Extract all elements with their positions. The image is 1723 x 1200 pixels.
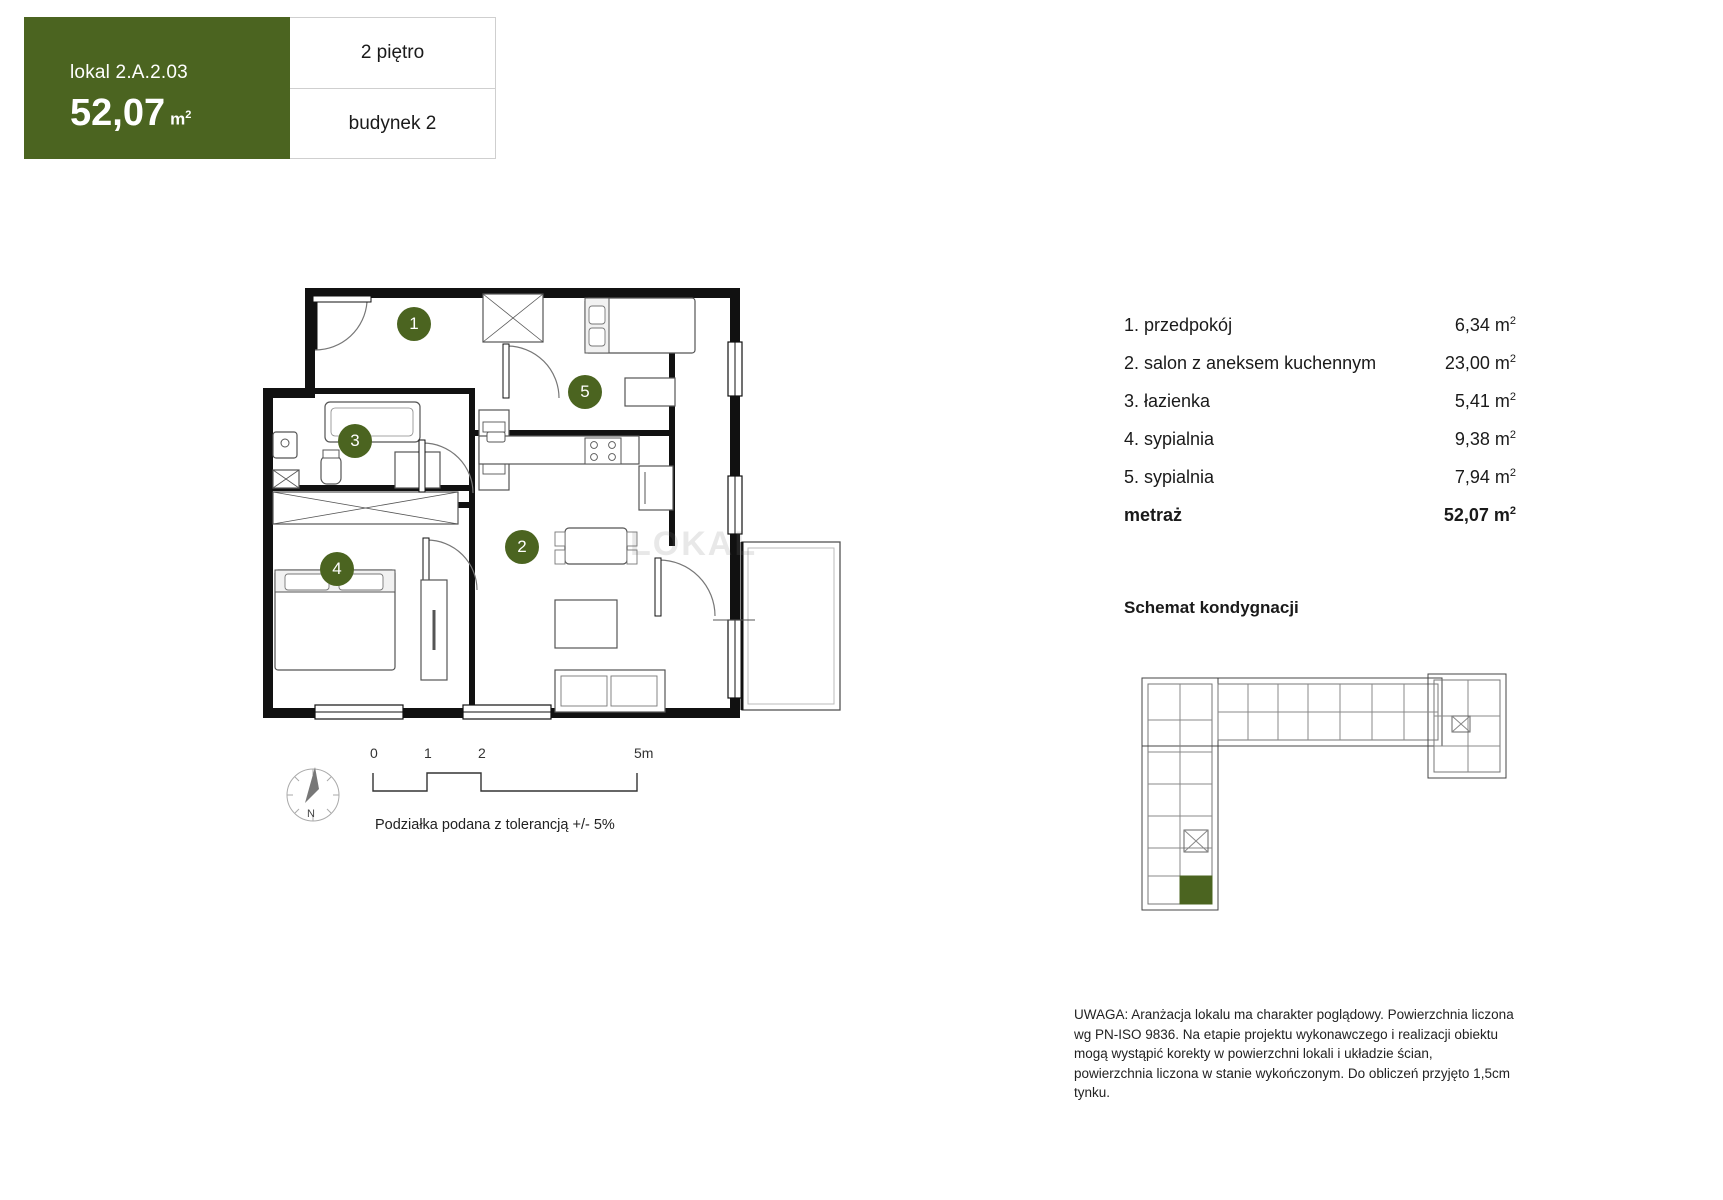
scale-tick-5m: 5m bbox=[634, 745, 654, 761]
room-marker-3: 3 bbox=[338, 424, 372, 458]
room-name: 3. łazienka bbox=[1124, 391, 1211, 411]
room-area: 6,34 $m^2$ bbox=[1454, 315, 1516, 335]
room-area: 9,38 $m^2$ bbox=[1454, 429, 1516, 449]
room-marker-2: 2 bbox=[505, 530, 539, 564]
scale-tick-1: 1 bbox=[424, 745, 432, 761]
highlighted-unit bbox=[1180, 876, 1212, 904]
total-area: 52,07 $m^2$ bbox=[1443, 505, 1516, 525]
floor-scheme-title: Schemat kondygnacji bbox=[1124, 598, 1299, 617]
room-name: 2. salon z aneksem kuchennym bbox=[1124, 353, 1377, 373]
floor-cell: 2 piętro bbox=[290, 17, 496, 88]
room-area: 7,94 $m^2$ bbox=[1454, 467, 1516, 487]
room-name: 4. sypialnia bbox=[1124, 429, 1215, 449]
apartment-summary bbox=[24, 17, 290, 159]
room-area: 5,41 $m^2$ bbox=[1454, 391, 1516, 411]
apartment-code: lokal 2.A.2.03 bbox=[70, 62, 188, 83]
disclaimer-text: UWAGA: Aranżacja lokalu ma charakter poglądowy. Powierzchnia liczona wg PN-ISO 9836. Na etapie projektu wykonawczego i realizacji obiektu mogą wystąpić korekty w powierzchni lokali i układzie ścian, powierzchnia liczona w stanie wykończonym. Do obliczeń przyjęto 1,5cm tynku. bbox=[1074, 1007, 1514, 1101]
compass-rose bbox=[287, 767, 339, 821]
scale-tick-0: 0 bbox=[370, 745, 378, 761]
table-row bbox=[1124, 429, 1516, 450]
room-area-list bbox=[1124, 315, 1516, 543]
svg-text:N: N bbox=[307, 808, 315, 820]
apartment-header-badge bbox=[24, 17, 496, 159]
watermark: LOKAL bbox=[630, 525, 758, 563]
room-area: 23,00 $m^2$ bbox=[1444, 353, 1516, 373]
floor-plan bbox=[255, 280, 845, 740]
scale-note: Podziałka podana z tolerancją +/- 5% bbox=[375, 817, 615, 833]
table-row bbox=[1124, 315, 1516, 336]
apartment-area-unit: $m^2$ bbox=[170, 109, 192, 129]
table-row bbox=[1124, 391, 1516, 412]
apartment-area bbox=[70, 94, 290, 132]
room-marker-4: 4 bbox=[320, 552, 354, 586]
apartment-location-cells bbox=[290, 17, 496, 159]
scale-bar bbox=[275, 745, 695, 840]
apartment-area-value: 52,07 bbox=[70, 92, 166, 134]
room-marker-5: 5 bbox=[568, 375, 602, 409]
table-row bbox=[1124, 467, 1516, 488]
total-label: metraż bbox=[1124, 505, 1183, 525]
room-name: 1. przedpokój bbox=[1124, 315, 1233, 335]
scale-tick-2: 2 bbox=[478, 745, 486, 761]
building-cell: budynek 2 bbox=[290, 88, 496, 159]
table-row bbox=[1124, 353, 1516, 374]
room-marker-1: 1 bbox=[397, 307, 431, 341]
floor-scheme-diagram bbox=[1128, 660, 1518, 930]
room-name: 5. sypialnia bbox=[1124, 467, 1215, 487]
total-row bbox=[1124, 505, 1516, 526]
